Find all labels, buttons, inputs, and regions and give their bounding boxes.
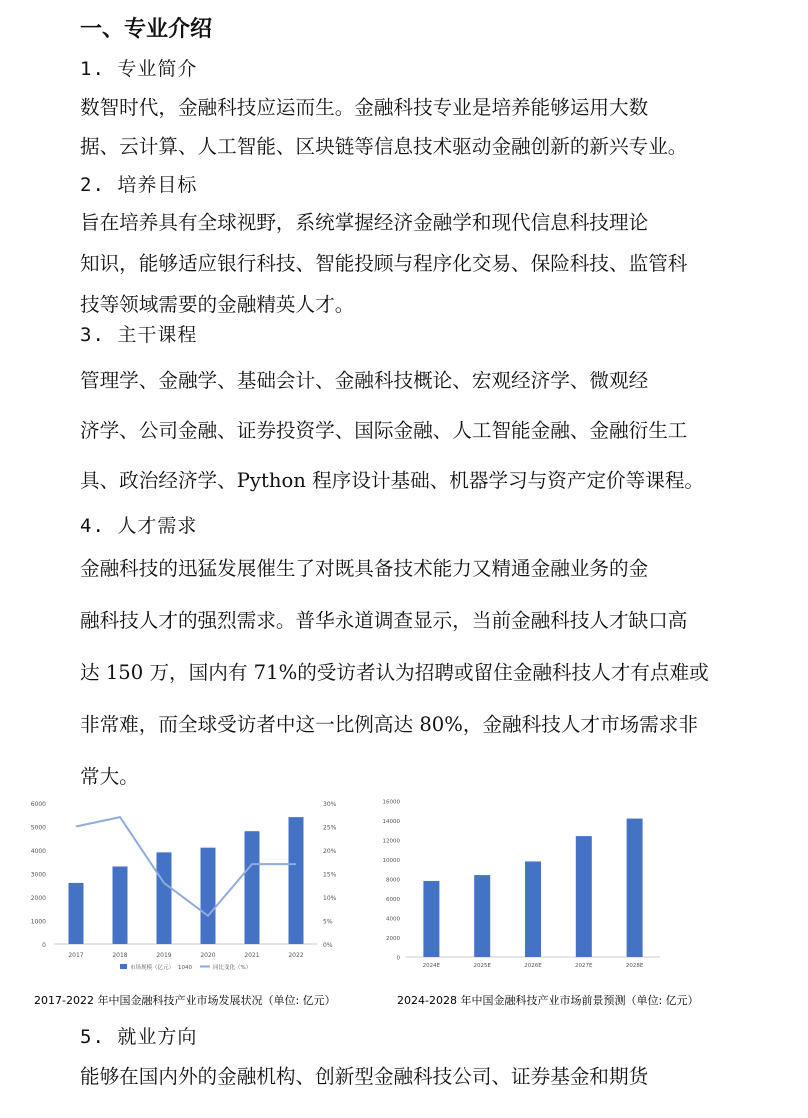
- y-tick-label: 0: [42, 942, 46, 949]
- x-tick-label: 2026E: [524, 963, 542, 969]
- text-line: 能够在国内外的金融机构、创新型金融科技公司、证券基金和期货: [80, 1065, 649, 1088]
- y-tick-label: 16000: [382, 799, 400, 806]
- section-title-demand: 4. 人才需求: [80, 515, 198, 537]
- y2-tick-label: 5%: [323, 918, 333, 926]
- text-line: 技等领域需要的金融精英人才。: [80, 293, 355, 316]
- text-line: 具、政治经济学、Python 程序设计基础、机器学习与资产定价等课程。: [80, 469, 705, 492]
- text-line: 旨在培养具有全球视野，系统掌握经济金融学和现代信息科技理论: [80, 211, 649, 234]
- x-tick-label: 2018: [112, 952, 128, 959]
- bar: [245, 831, 260, 944]
- text-line: 济学、公司金融、证券投资学、国际金融、人工智能金融、金融衍生工: [80, 419, 688, 442]
- y-tick-label: 3000: [30, 871, 46, 879]
- x-tick-label: 2022: [288, 952, 304, 959]
- text-line: 管理学、金融学、基础会计、金融科技概论、宏观经济学、微观经: [80, 369, 649, 392]
- text-line: 非常难，而全球受访者中这一比例高达 80%，金融科技人才市场需求非: [80, 713, 698, 736]
- main-heading: 一、专业介绍: [80, 17, 213, 42]
- y-tick-label: 5000: [30, 824, 46, 832]
- text-line: 知识，能够适应银行科技、智能投顾与程序化交易、保险科技、监管科: [80, 252, 688, 275]
- market-forecast-chart-2024-2028: [370, 795, 670, 975]
- section-title-intro: 1. 专业简介: [80, 58, 198, 80]
- y2-tick-label: 15%: [323, 871, 337, 879]
- y2-tick-label: 0%: [323, 942, 333, 949]
- bar: [201, 848, 216, 944]
- x-tick-label: 2025E: [473, 963, 491, 969]
- bar: [576, 836, 592, 957]
- bar: [474, 875, 490, 957]
- section-career-text: [80, 1058, 730, 1096]
- y-tick-label: 2000: [386, 936, 400, 942]
- section-title-career: 5. 就业方向: [80, 1026, 198, 1048]
- chart1-caption: 2017-2022 年中国金融科技产业市场发展状况（单位: 亿元）: [34, 994, 336, 1007]
- section-demand-text: [80, 543, 730, 803]
- section-intro-text: [80, 88, 730, 166]
- section-title-courses: 3. 主干课程: [80, 324, 198, 346]
- y-tick-label: 0: [396, 955, 400, 962]
- y-tick-label: 1000: [30, 918, 46, 926]
- y-tick-label: 2000: [30, 895, 46, 902]
- x-tick-label: 2024E: [422, 963, 441, 969]
- section-courses-text: [80, 356, 730, 506]
- x-tick-label: 2020: [200, 952, 216, 959]
- legend-swatch-bar: [120, 964, 127, 969]
- text-line: 融科技人才的强烈需求。普华永道调查显示，当前金融科技人才缺口高: [80, 609, 688, 632]
- bar: [525, 861, 541, 957]
- y-tick-label: 6000: [386, 897, 400, 903]
- section-title-goals: 2. 培养目标: [80, 174, 198, 196]
- y-tick-label: 6000: [30, 801, 46, 808]
- x-tick-label: 2027E: [575, 963, 593, 969]
- x-tick-label: 2017: [68, 952, 84, 959]
- market-chart-2017-2022: [28, 795, 348, 980]
- y2-tick-label: 20%: [323, 848, 337, 855]
- bar: [289, 817, 304, 944]
- chart2-caption: 2024-2028 年中国金融科技产业市场前景预测（单位: 亿元）: [397, 994, 699, 1007]
- y-tick-label: 4000: [30, 848, 46, 855]
- y-tick-label: 14000: [382, 819, 400, 825]
- legend-extra-label: 1040: [178, 965, 192, 971]
- section-goals-text: [80, 202, 730, 325]
- x-tick-label: 2028E: [625, 963, 644, 969]
- text-line: 数智时代，金融科技应运而生。金融科技专业是培养能够运用大数: [80, 96, 649, 119]
- bar: [157, 852, 172, 944]
- y-tick-label: 10000: [382, 858, 400, 864]
- x-tick-label: 2021: [244, 952, 260, 959]
- series-line: [76, 817, 296, 916]
- y2-tick-label: 30%: [323, 801, 337, 808]
- y-tick-label: 4000: [386, 916, 400, 923]
- text-line: 常大。: [80, 765, 139, 788]
- y-tick-label: 12000: [382, 838, 400, 845]
- text-line: 金融科技的迅猛发展催生了对既具备技术能力又精通金融业务的金: [80, 557, 649, 580]
- bar: [113, 866, 128, 944]
- text-line: 达 150 万，国内有 71%的受访者认为招聘或留住金融科技人才有点难或: [80, 661, 709, 684]
- legend-label-bar: 市场规模（亿元）: [130, 965, 175, 971]
- y2-tick-label: 10%: [323, 895, 337, 902]
- x-tick-label: 2019: [156, 952, 172, 959]
- legend-label-line: 同比变化（%）: [213, 965, 252, 971]
- y2-tick-label: 25%: [323, 824, 337, 832]
- bar: [69, 883, 84, 944]
- text-line: 据、云计算、人工智能、区块链等信息技术驱动金融创新的新兴专业。: [80, 135, 688, 158]
- bar: [423, 881, 439, 957]
- y-tick-label: 8000: [386, 877, 400, 884]
- bar: [627, 819, 643, 957]
